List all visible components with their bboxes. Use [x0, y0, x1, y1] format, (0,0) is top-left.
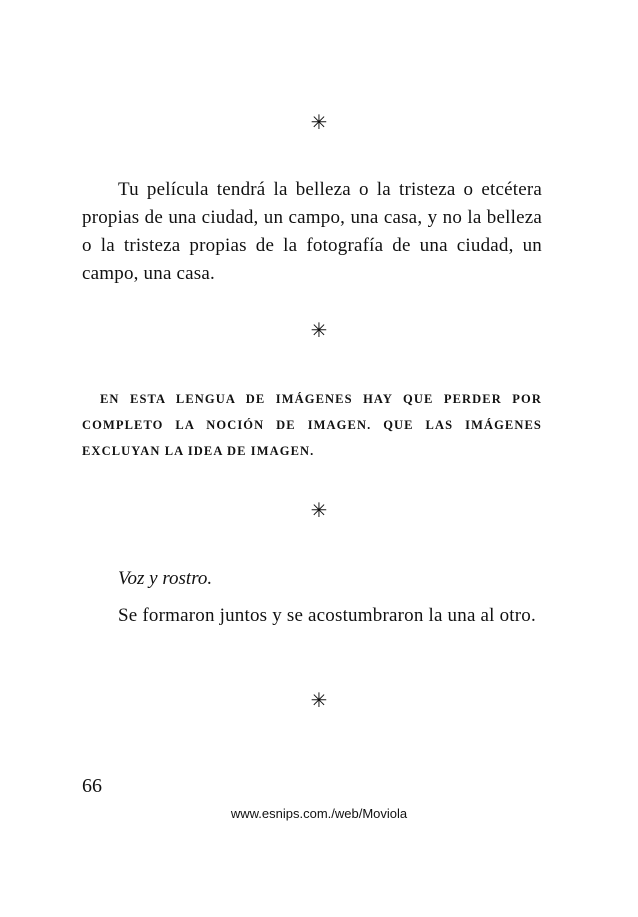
paragraph-1: Tu película tendrá la belleza o la tristeza o etcétera propias de una ciudad, un campo, una casa, y no la belleza o la tristeza propias de la fotografía de una ciudad, un campo, una casa. [82, 179, 542, 284]
section-title-italic: Voz y rostro. [118, 568, 213, 589]
separator-asterisk-4: ✳ [310, 688, 328, 712]
separator-asterisk-3: ✳ [310, 498, 328, 522]
separator-asterisk-2: ✳ [310, 318, 328, 342]
page-number: 66 [82, 775, 102, 797]
paragraph-3: Se formaron juntos y se acostumbraron la una al otro. [118, 605, 536, 626]
separator-asterisk-1: ✳ [310, 110, 328, 134]
paragraph-2-smallcaps: EN ESTA LENGUA DE IMÁGENES HAY QUE PERDER POR COMPLETO LA NOCIÓN DE IMAGEN. QUE LAS IMÁGENES EXCLUYAN LA IDEA DE IMAGEN. [82, 392, 542, 458]
footer-url: www.esnips.com./web/Moviola [230, 806, 408, 821]
